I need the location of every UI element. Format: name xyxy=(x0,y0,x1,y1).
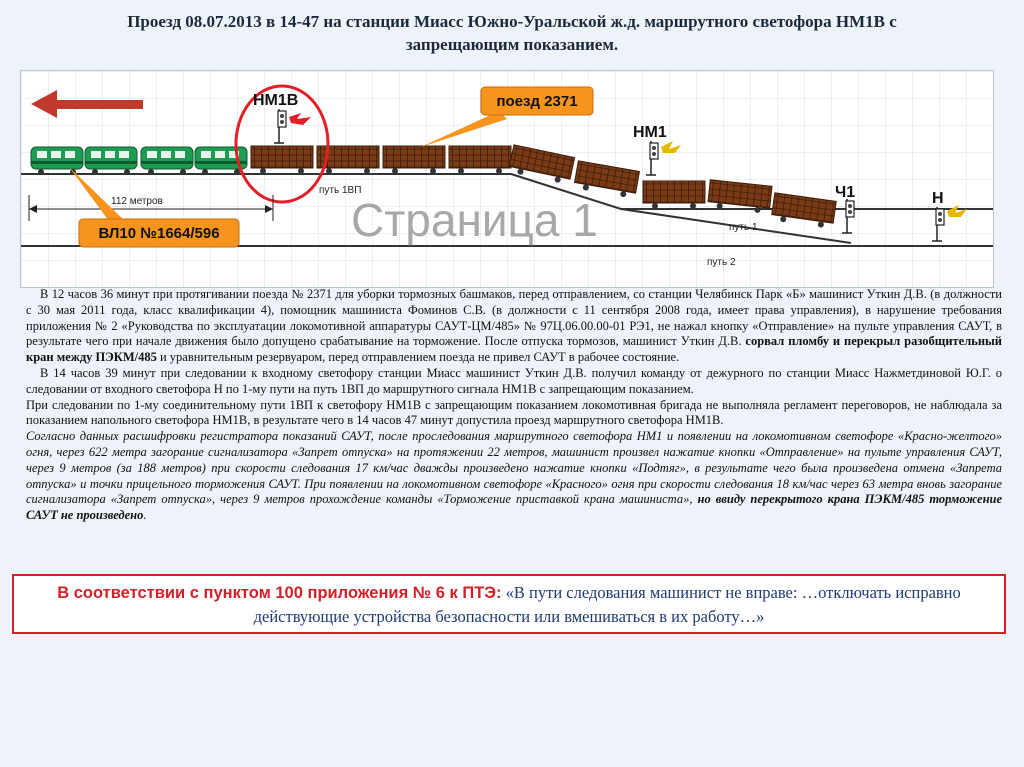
track-diagram-svg xyxy=(21,71,993,287)
signal-nm1-label: НМ1 xyxy=(633,124,667,141)
paragraph-4-bold: но ввиду перекрытого крана ПЭКМ/485 торможение САУТ не произведено xyxy=(26,492,1003,523)
track-2-label: путь 2 xyxy=(707,257,736,268)
incident-description xyxy=(26,287,1002,524)
title-line-2: запрещающим показанием. xyxy=(405,35,619,54)
signal-n-label: Н xyxy=(932,190,944,207)
paragraph-3: При следовании по 1-му соединительному пути 1ВП к светофору НМ1В с запрещающим показанием локомотивная бригада не выполняла регламент переговоров, не наблюдала за показанием напольного светофора НМ1В, в результате чего в 14 часов 47 минут допустила проезд маршрутного светофора НМ1В. xyxy=(26,397,1002,428)
page-title xyxy=(40,10,984,56)
rule-lead: В соответствии с пунктом 100 приложения № 6 к ПТЭ: xyxy=(57,584,502,602)
watermark-text: Страница 1 xyxy=(351,194,598,246)
paragraph-4-text-c: . xyxy=(143,508,147,523)
paragraph-1-bold: сорвал пломбу и перекрыл разобщительный кран между ПЭКМ/485 xyxy=(26,334,1003,365)
distance-label: 112 метров xyxy=(111,196,163,207)
track-diagram xyxy=(20,70,994,288)
paragraph-1-text-c: и уравнительным резервуаром, перед отправлением поезда не привел САУТ в рабочее состояние. xyxy=(159,350,680,365)
paragraph-4 xyxy=(26,429,1002,524)
paragraph-4-text-a: Согласно данных расшифровки регистратора показаний САУТ, после проследования маршрутного светофора НМ1 и появлении на локомотивном светофоре «Красно-желтого» огня, через 622 метра загорание сигнализатора «Запрет отпуска» на протяжении 22 метров, машинист произвел нажатие кнопки «Отправление» на пульте управления САУТ, через 9 метров (за 188 метров) при скорости следования 17 км/час дважды произведено нажатие кнопки «Подтяг», в результате чего была произведена отмена «Запрета отпуска» и точки прицельного торможения САУТ. При появлении на локомотивном светофоре «Красного» огня при скорости следования 18 км/час через 63 метра вновь загорание сигнализатора «Запрет отпуска», через 9 метров прохождение команды «Торможение приставкой крана машиниста», xyxy=(26,429,1002,507)
title-line-1: Проезд 08.07.2013 в 14-47 на станции Миасс Южно-Уральской ж.д. маршрутного светофора НМ1В с xyxy=(127,12,897,31)
paragraph-1-text-a: В 12 часов 36 минут при протягивании поезда № 2371 для уборки тормозных башмаков, перед отправлением, со станции Челябинск Парк «Б» машинист Уткин Д.В. (в должности с 30 мая 2011 года, класс квалификации 4), помощник машиниста Фоминов С.В. (в должности с 11 сентября 2008 года, имеет права управления), в нарушение требования приложения № 2 «Руководства по эксплуатации локомотивной аппаратуры САУТ-ЦМ/485» № 97Ц.06.00.00-01 РЭ1, не нажал кнопку «Отправление» на пульте управления САУТ, в результате чего при начале движения было допущено срабатывание на торможение. После отпуска тормозов, машинист Уткин Д.В. xyxy=(26,287,1002,349)
paragraph-2: В 14 часов 39 минут при следовании к входному светофору станции Миасс машинист Уткин Д.В. получил команду от дежурного по станции Миасс Нажметдиновой Ю.Г. о следовании от входного светофора Н по 1-му пути на путь 1ВП до маршрутного сигнала НМ1В с запрещающим показанием. xyxy=(26,365,1002,396)
rule-quote: «В пути следования машинист не вправе: …отключать исправно действующие устройства безопасности или вмешиваться в их работу…» xyxy=(253,583,961,626)
track-1vp-label: путь 1ВП xyxy=(319,185,362,196)
train-label: поезд 2371 xyxy=(496,93,578,110)
locomotive-label: ВЛ10 №1664/596 xyxy=(98,225,220,242)
rule-citation-box xyxy=(12,574,1006,634)
paragraph-1 xyxy=(26,287,1002,366)
track-1-label: путь 1 xyxy=(729,222,758,233)
signal-nm1v-label: НМ1В xyxy=(253,92,299,109)
signal-ch1-label: Ч1 xyxy=(835,184,856,201)
